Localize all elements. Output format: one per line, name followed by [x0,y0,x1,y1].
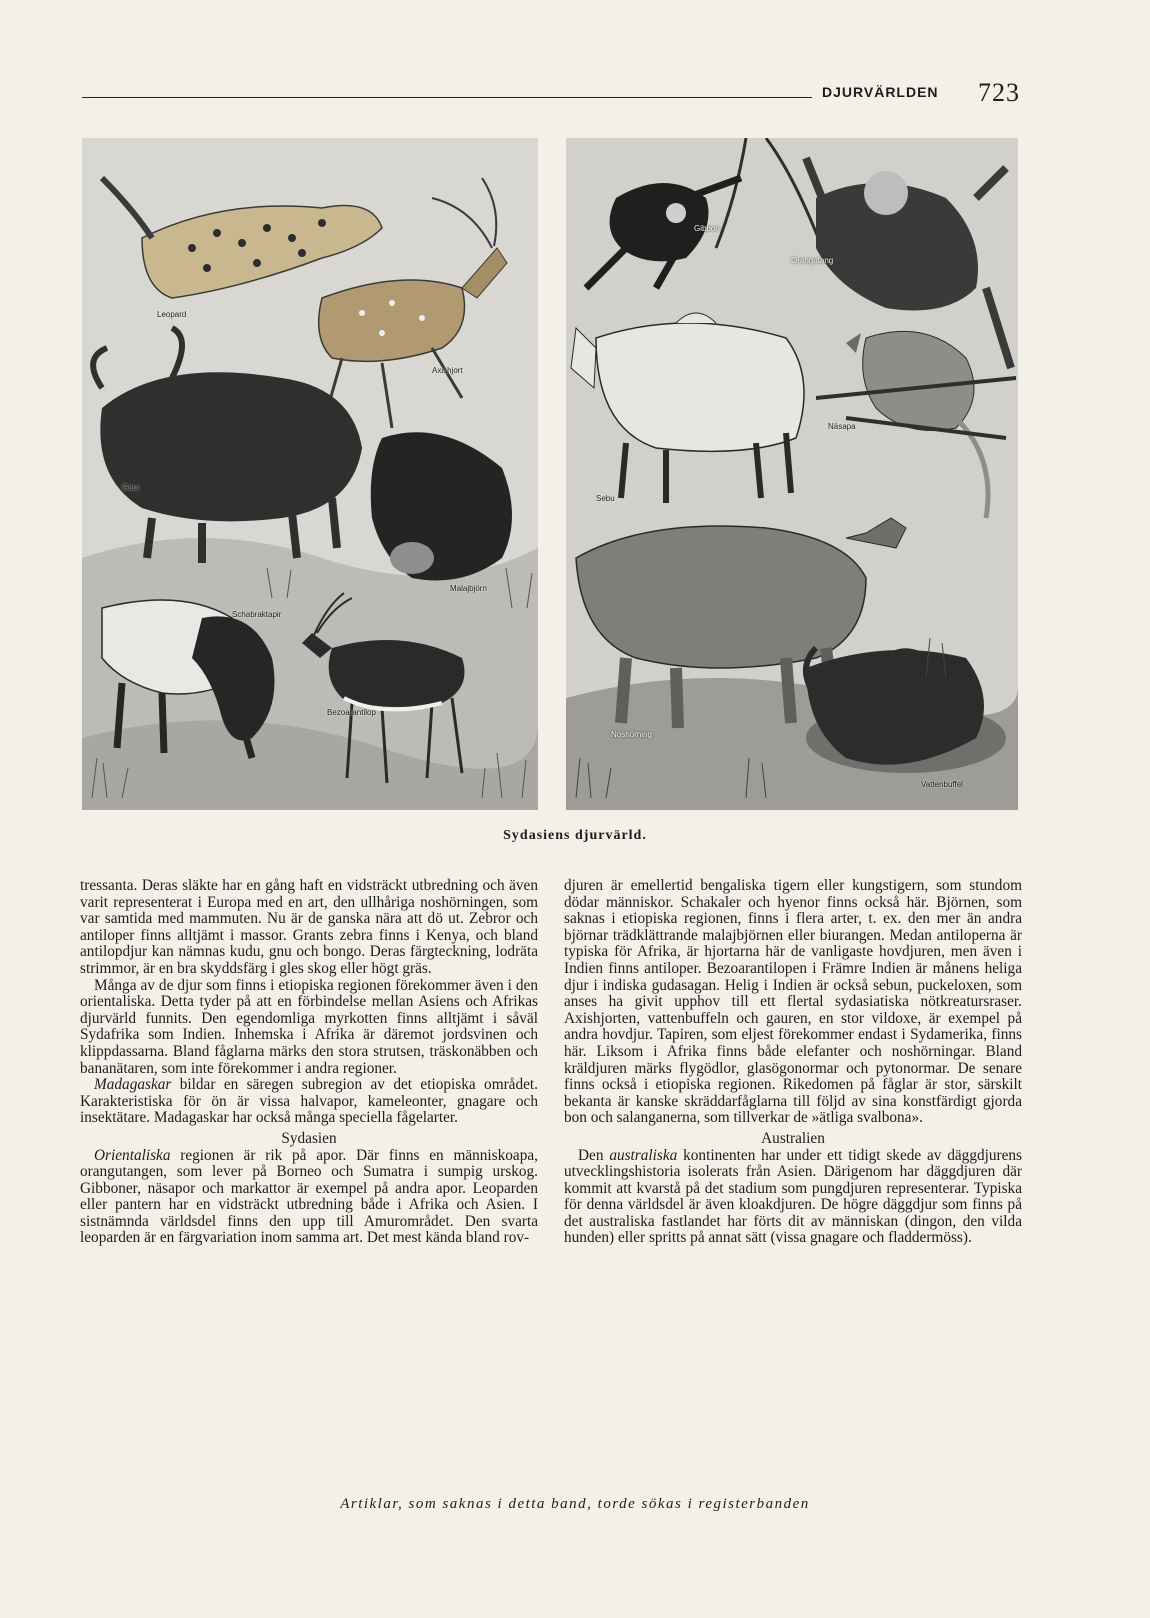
section-heading-australien: Australien [761,1129,825,1147]
plate-label-nasapa: Näsapa [828,422,856,431]
italic-term: australiska [609,1146,678,1164]
page-number: 723 [978,78,1020,107]
plate-left-drawing [82,138,538,810]
paragraph: Den australiska kontinenten har under ett tidigt skede av däggdjurens utvecklingshistoria isolerats från Asien. Därigenom har däggdjuren där kommit att kvarstå på det stadium som pungdjuren representerar. Typiska för denna världsdel är även kloakdjuren. De högre däggdjur som finns på det australiska fastlandet har förts dit av människan (dingon, den vilda hunden) eller spritts på annat sätt (vissa gnagare och fladdermöss). [564,1146,1023,1247]
italic-term: Madagaskar [94,1076,172,1094]
plate-right-drawing [566,138,1018,810]
plate-label-bezoarantilop: Bezoarantilop [327,708,376,717]
section-heading-sydasien: Sydasien [281,1129,337,1147]
page-footer-note: Artiklar, som saknas i detta band, torde sökas i registerbanden [340,1496,810,1512]
plate-label-malajbjorn: Malajbjörn [450,584,487,593]
plate-label-vattenbuffel: Vattenbuffel [921,780,963,789]
text-column-right [564,878,1022,1247]
plate-label-gaur: Gaur [122,483,140,492]
plate-label-noshorning: Noshörning [611,730,652,739]
plate-label-sebu: Sebu [596,494,615,503]
paragraph: Orientaliska regionen är rik på apor. Där finns en människoapa, orangutangen, som lever på Borneo och Sumatra i sumpig urskog. Gibboner, näsapor och markattor är exempel på andra apor. Leoparden eller pantern har en vidsträckt utbredning både i Afrika och Asien. I sistnämnda världsdel finns den upp till Amurområdet. Den svarta leoparden är en färgvariation inom samma art. Det mest kända bland rov- [80,1146,538,1247]
header-rule [82,97,812,98]
illustration-plate-right [566,138,1018,810]
figure-caption: Sydasiens djurvärld. [503,828,647,843]
paragraph: tressanta. Deras släkte har en gång haft en vidsträckt utbredning och även varit representerat i Europa med en art, den ullhåriga noshörningen, som var samtida med mammuten. Nu är de ganska nära att dö ut. Zebror och antiloper finns alltjämt i massor. Grants zebra finns i Kenya, och bland antilopdjur kan nämnas kudu, gnu och bongo. Deras färgteckning, lodräta strimmor, är en bra skyddsfärg i gles skog eller högt gräs. [80,877,538,977]
paragraph: Madagaskar bildar en säregen subregion av det etiopiska området. Karakteristiska för ön är vissa halvapor, kameleonter, gnagare och insektätare. Madagaskar har också många speciella fågelarter. [80,1076,538,1127]
plate-label-schabraktapir: Schabraktapir [232,610,282,619]
italic-term: Orientaliska [94,1146,171,1164]
running-head-title: DJURVÄRLDEN [822,84,939,100]
paragraph: Många av de djur som finns i etiopiska regionen förekommer även i den orientaliska. Detta tyder på att en förbindelse mellan Asiens och Afrikas djurvärld funnits. Den egendomliga myrkotten finns alltjämt i såväl Sydafrika som Indien. Inhemska i Afrika är däremot jordsvinen och klippdassarna. Bland fåglarna märks den stora strutsen, träskonäbben och bananätaren, som inte förekommer i andra regioner. [80,976,538,1077]
plate-label-axishjort: Axishjort [432,366,463,375]
plate-label-leopard: Leopard [157,310,187,319]
illustration-plate-left [82,138,538,810]
plate-label-gibbon: Gibbon [694,224,720,233]
plate-label-orangutang: Orangutang [791,256,834,265]
text-column-left [80,878,538,1247]
paragraph: djuren är emellertid bengaliska tigern eller kungstigern, som stundom dödar människor. Schakaler och hyenor finns också här. Björnen, som saknas i etiopiska regionen, finns i flera arter, t. ex. den mer än andra björnar trädklättrande malajbjörnen eller biurangen. Medan antiloperna är typiska för Afrika, är hjortarna här de vanligaste hovdjuren, men även i Indien finns antiloper. Bezoarantilopen i Främre Indien är månens heliga djur i indiska gudasagan. Helig i Indien är också sebun, puckeloxen, som anses ha givit upphov till ett flertal sydasiatiska nötkreatursraser. Axishjorten, vattenbuffeln och gauren, en stor vildoxe, är exempel på andra hovdjur. Tapiren, som eljest förekommer endast i Sydamerika, finns här. Liksom i Afrika finns både elefanter och noshörningar. Bland kräldjuren märks flygödlor, glasögonormar och pytonormar. De senare finns också i etiopiska regionen. Rikedomen på fåglar är stor, särskilt bekanta är kanske skräddarfåglarna till följd av sina konstfärdigt gjorda bon och salanganerna, som tillverkar de »ätliga svalbona». [564,877,1022,1127]
